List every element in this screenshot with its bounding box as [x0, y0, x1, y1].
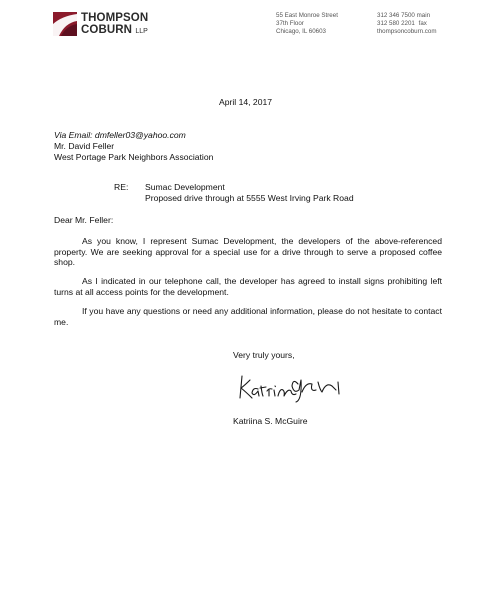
handwritten-signature-icon: [236, 372, 351, 404]
firm-suffix: LLP: [135, 28, 148, 35]
firm-logo-icon: [53, 12, 77, 36]
closing: Very truly yours,: [233, 350, 295, 360]
firm-address: [276, 12, 338, 36]
signer-name: Katriina S. McGuire: [233, 416, 308, 426]
fax-number: 312 580 2201: [377, 20, 415, 27]
re-subject: Sumac Development: [145, 182, 225, 192]
salutation: Dear Mr. Feller:: [54, 215, 114, 225]
phone-line: [377, 12, 437, 20]
recipient-org: West Portage Park Neighbors Association: [54, 152, 214, 162]
phone-label: main: [416, 12, 431, 19]
address-line: 37th Floor: [276, 20, 304, 27]
fax-label: fax: [418, 20, 427, 27]
re-detail: Proposed drive through at 5555 West Irving Park Road: [145, 193, 354, 203]
delivery-line: Via Email: dmfeller03@yahoo.com: [54, 130, 186, 140]
recipient-name: Mr. David Feller: [54, 141, 115, 151]
firm-name: [81, 12, 148, 38]
firm-name-line2: [81, 24, 148, 38]
phone-number: 312 346 7500: [377, 12, 415, 19]
letter-date: April 14, 2017: [219, 97, 273, 107]
firm-name-line1: THOMPSON: [81, 12, 149, 24]
firm-name-line2-text: COBURN: [81, 24, 133, 36]
body-paragraph-3: If you have any questions or need any additional information, please do not hesitate to contact me.: [54, 306, 442, 327]
body-paragraph-2: As I indicated in our telephone call, the developer has agreed to install signs prohibiting left turns at all access points for the development.: [54, 276, 442, 297]
re-label: RE:: [114, 182, 129, 192]
firm-logo: [53, 12, 188, 38]
fax-line: [377, 20, 437, 28]
address-line: 55 East Monroe Street: [276, 12, 338, 19]
firm-contact: [377, 12, 437, 36]
address-line: Chicago, IL 60603: [276, 28, 326, 35]
website-link[interactable]: thompsoncoburn.com: [377, 28, 437, 35]
body-paragraph-1: As you know, I represent Sumac Development, the developers of the above-referenced property. We are seeking approval for a special use for a drive through to serve a proposed coffee shop.: [54, 236, 442, 268]
